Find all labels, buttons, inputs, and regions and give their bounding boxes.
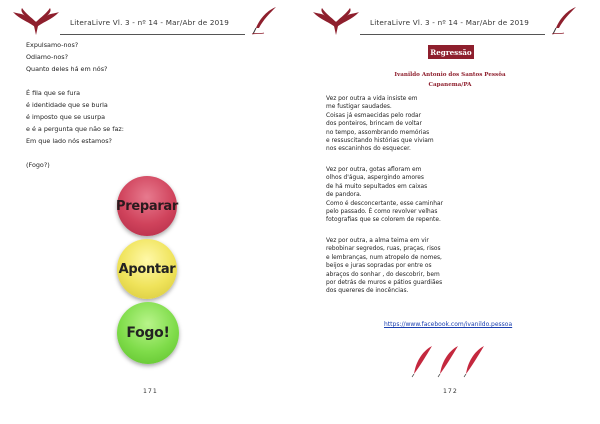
stanza-line: beijos e juras sopradas por entre os [326, 263, 432, 270]
bird-logo-icon [12, 8, 60, 36]
facebook-link[interactable]: https://www.facebook.com/ivanildo.pessoa [384, 321, 513, 328]
stanza-line: abraços do sonhar , do descobrir, bem [326, 271, 440, 278]
poem-line: e é a pergunta que não se faz: [26, 125, 124, 133]
page-number: 171 [143, 388, 158, 395]
header-text: LiteraLivre Vl. 3 - nº 14 - Mar/Abr de 2019 [370, 18, 529, 27]
apontar-button: Apontar [117, 239, 177, 299]
fogo-button: Fogo! [117, 302, 179, 364]
stanza-line: Vez por outra a vida insiste em [326, 96, 418, 102]
poem-line: É fila que se fura [26, 89, 81, 97]
stanza-line: rebobinar segredos, ruas, praças, risos [326, 246, 441, 253]
stanza-line: Vez por outra, a alma teima em vir [326, 238, 429, 244]
poem-line: Quanto deles há em nós? [26, 65, 108, 73]
stanza-line: de há muito sepultados em caixas [326, 183, 428, 190]
page-number: 172 [443, 388, 458, 395]
stanza-line: fotografias que se colorem de repente. [326, 217, 441, 224]
poem-line: é imposto que se usurpa [26, 113, 106, 121]
stanza-line: e ressuscitando histórias que viviam [326, 138, 434, 145]
stanza-3 [326, 237, 476, 296]
stanza-line: dos ponteiros, brincam de voltar [326, 121, 422, 128]
poem-line: é identidade que se burla [26, 101, 108, 109]
poem-line: Odiamo-nos? [26, 53, 69, 61]
stanza-line: por detrás de muros e pátios guardiães [326, 280, 443, 287]
stanza-line: me fustigar saudades. [326, 104, 392, 111]
page-header [0, 6, 300, 38]
feathers-icon [410, 344, 490, 378]
poem-line: (Fogo?) [26, 161, 50, 169]
stanza-line: pelo passado. É como revolver velhas [326, 209, 438, 216]
bird-logo-icon [312, 8, 360, 36]
poem-title: Regressão [428, 45, 474, 59]
author-name: Ivanildo Antonio dos Santos Pessôa [394, 72, 506, 78]
poem-line: Em que lado nós estamos? [26, 137, 112, 145]
quill-icon [550, 6, 578, 36]
header-text: LiteraLivre Vl. 3 - nº 14 - Mar/Abr de 2019 [70, 18, 229, 27]
author-location: Capanema/PA [428, 82, 472, 88]
poem-line: Expulsamo-nos? [26, 41, 79, 49]
header-rule [60, 34, 245, 35]
page-header [300, 6, 600, 38]
stanza-line: Coisas já esmaecidas pelo rodar [326, 112, 422, 119]
right-page [300, 0, 600, 424]
stanza-line: no tempo, assombrando memórias [326, 129, 430, 136]
stanza-line: e lembranças, num atropelo de nomes, [326, 254, 442, 261]
stanza-line: de pandora. [326, 192, 362, 199]
stanza-line: nos escaninhos do esquecer. [326, 146, 411, 153]
preparar-button: Preparar [117, 176, 177, 236]
stanza-2 [326, 166, 476, 225]
quill-icon [250, 6, 278, 36]
stanza-1 [326, 95, 476, 154]
stanza-line: Como é desconcertante, esse caminhar [326, 200, 444, 207]
stanza-line: dos quereres de inocências. [326, 288, 409, 295]
stanza-line: Vez por outra, gotas afloram em [326, 167, 422, 173]
stanza-line: olhos d'água, aspergindo amores [326, 175, 424, 182]
header-rule [360, 34, 545, 35]
